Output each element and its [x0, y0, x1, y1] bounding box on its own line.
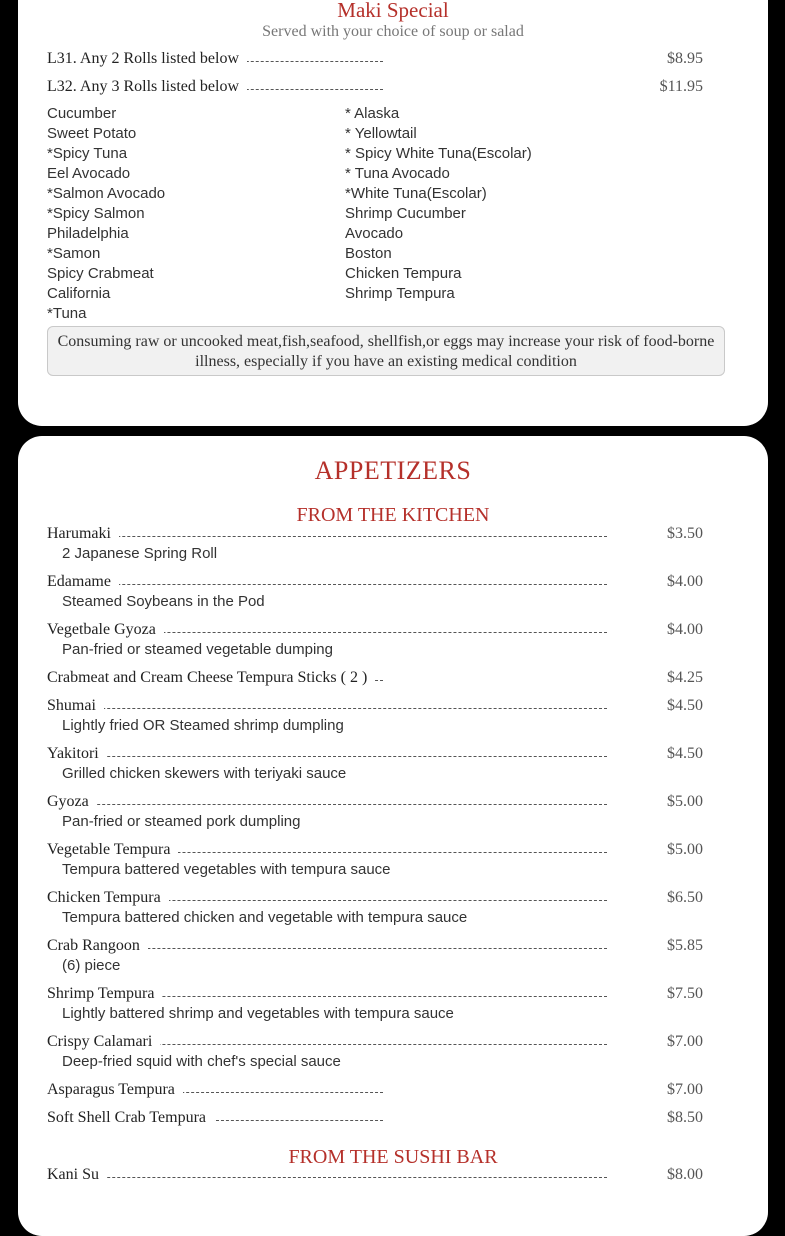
menu-row: [47, 887, 703, 926]
menu-item-name: Soft Shell Crab Tempura: [47, 1107, 214, 1129]
menu-item-description: Steamed Soybeans in the Pod: [62, 593, 265, 610]
menu-item-description: Deep-fried squid with chef's special sauce: [62, 1053, 341, 1070]
roll-item: Shrimp Cucumber: [345, 205, 466, 222]
roll-list-right: [345, 104, 532, 304]
menu-row: [47, 791, 703, 830]
menu-row: [47, 523, 703, 562]
menu-item-price: $11.95: [659, 78, 703, 95]
appetizers-title: APPETIZERS: [314, 456, 472, 485]
maki-special-subtitle: Served with your choice of soup or salad: [262, 23, 524, 40]
roll-item: Spicy Crabmeat: [47, 265, 154, 282]
menu-item-name: Kani Su: [47, 1164, 107, 1186]
menu-item-name: Harumaki: [47, 523, 119, 545]
menu-item-description: Tempura battered chicken and vegetable with tempura sauce: [62, 909, 468, 926]
maki-special-card: [18, 0, 768, 426]
menu-item-name: L32. Any 3 Rolls listed below: [47, 76, 247, 98]
menu-item-name: Edamame: [47, 571, 119, 593]
menu-item-description: 2 Japanese Spring Roll: [62, 545, 218, 562]
menu-item-description: Lightly battered shrimp and vegetables with tempura sauce: [62, 1005, 454, 1022]
menu-item-name: Yakitori: [47, 743, 107, 765]
menu-item-name: Shumai: [47, 695, 104, 717]
dotted-leader: [47, 708, 607, 709]
roll-item: *Spicy Tuna: [47, 145, 128, 162]
menu-item-name: Vegetable Tempura: [47, 839, 178, 861]
menu-item-price: $4.50: [667, 697, 703, 714]
menu-row: [47, 571, 703, 610]
dotted-leader: [47, 536, 607, 537]
menu-item-description: (6) piece: [62, 957, 121, 974]
menu-item-name: Crispy Calamari: [47, 1031, 160, 1053]
menu-item-description: Tempura battered vegetables with tempura sauce: [62, 861, 391, 878]
roll-item: Cucumber: [47, 105, 117, 122]
maki-special-title: Maki Special: [337, 0, 449, 22]
menu-row: [47, 1107, 703, 1129]
menu-item-name: Crab Rangoon: [47, 935, 148, 957]
roll-item: *Samon: [47, 245, 101, 262]
appetizers-card: [18, 436, 768, 1236]
dotted-leader: [47, 756, 607, 757]
menu-item-price: $3.50: [667, 525, 703, 542]
dotted-leader: [47, 584, 607, 585]
menu-item-name: L31. Any 2 Rolls listed below: [47, 48, 247, 70]
roll-item: Chicken Tempura: [345, 265, 462, 282]
menu-item-name: Crabmeat and Cream Cheese Tempura Sticks ( 2 ): [47, 667, 375, 689]
menu-row-l31: [47, 48, 703, 70]
menu-item-price: $5.00: [667, 841, 703, 858]
from-the-sushi-bar-heading: FROM THE SUSHI BAR: [288, 1146, 498, 1168]
menu-item-name: Shrimp Tempura: [47, 983, 162, 1005]
roll-item: Avocado: [345, 225, 404, 242]
dotted-leader: [47, 1177, 607, 1178]
menu-row: [47, 667, 703, 689]
menu-item-price: $5.85: [667, 937, 703, 954]
roll-item: * Tuna Avocado: [345, 165, 450, 182]
roll-list-left: [47, 104, 165, 324]
menu-item-price: $5.00: [667, 793, 703, 810]
roll-item: * Yellowtail: [345, 125, 417, 142]
roll-item: * Spicy White Tuna(Escolar): [345, 145, 532, 162]
roll-item: *White Tuna(Escolar): [345, 185, 487, 202]
roll-item: Shrimp Tempura: [345, 285, 455, 302]
menu-item-price: $7.00: [667, 1081, 703, 1098]
menu-row-l32: [47, 76, 703, 98]
menu-item-name: Chicken Tempura: [47, 887, 169, 909]
menu-row: [47, 839, 703, 878]
menu-row: [47, 1031, 703, 1070]
menu-row: [47, 1079, 703, 1101]
dotted-leader: [47, 804, 607, 805]
menu-item-price: $4.00: [667, 573, 703, 590]
menu-item-price: $7.00: [667, 1033, 703, 1050]
menu-item-name: Vegetbale Gyoza: [47, 619, 164, 641]
roll-item: *Spicy Salmon: [47, 205, 145, 222]
menu-item-price: $8.00: [667, 1166, 703, 1183]
roll-item: Boston: [345, 245, 392, 262]
food-safety-notice: Consuming raw or uncooked meat,fish,seafood, shellfish,or eggs may increase your risk of food-borne illness, especially if you have an existing medical condition: [47, 326, 725, 376]
menu-item-price: $4.00: [667, 621, 703, 638]
menu-item-price: $8.95: [667, 50, 703, 67]
roll-item: California: [47, 285, 111, 302]
roll-item: Eel Avocado: [47, 165, 131, 182]
menu-item-price: $8.50: [667, 1109, 703, 1126]
roll-item: *Tuna: [47, 305, 87, 322]
menu-item-name: Gyoza: [47, 791, 97, 813]
menu-item-description: Pan-fried or steamed vegetable dumping: [62, 641, 333, 658]
menu-item-price: $4.25: [667, 669, 703, 686]
menu-item-price: $4.50: [667, 745, 703, 762]
menu-item-description: Lightly fried OR Steamed shrimp dumpling: [62, 717, 344, 734]
roll-item: Sweet Potato: [47, 125, 137, 142]
menu-item-name: Asparagus Tempura: [47, 1079, 183, 1101]
menu-item-description: Pan-fried or steamed pork dumpling: [62, 813, 301, 830]
menu-row: [47, 743, 703, 782]
menu-row: [47, 935, 703, 974]
menu-item-description: Grilled chicken skewers with teriyaki sauce: [62, 765, 347, 782]
menu-row: [47, 695, 703, 734]
menu-item-price: $7.50: [667, 985, 703, 1002]
roll-item: * Alaska: [345, 105, 400, 122]
roll-item: *Salmon Avocado: [47, 185, 166, 202]
roll-item: Philadelphia: [47, 225, 129, 242]
from-the-kitchen-heading: FROM THE KITCHEN: [296, 504, 490, 526]
menu-row: [47, 1164, 703, 1186]
menu-row: [47, 983, 703, 1022]
menu-item-price: $6.50: [667, 889, 703, 906]
menu-row: [47, 619, 703, 658]
